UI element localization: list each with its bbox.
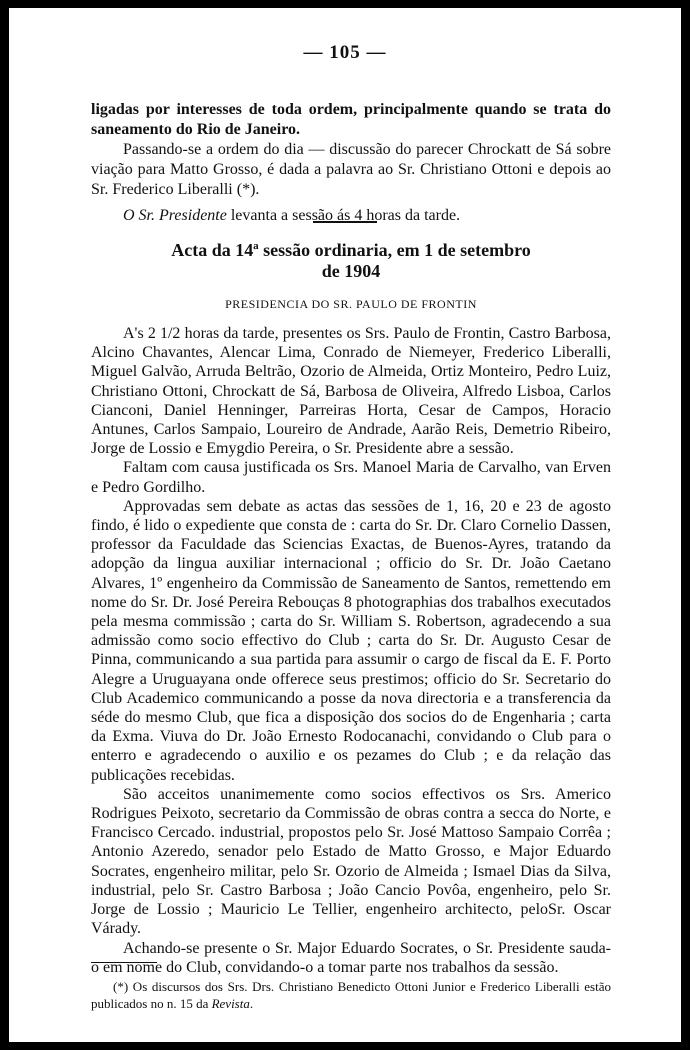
president-label: O Sr. Presidente (123, 207, 227, 224)
footnote (91, 978, 611, 1012)
footnote-text (91, 978, 611, 1012)
heading-line-2: de 1904 (321, 261, 381, 281)
top-text (91, 100, 611, 226)
footnote-divider (91, 962, 157, 963)
section-heading (91, 240, 611, 282)
paragraph-new-members: São acceitos unanimemente como socios effectivos os Srs. Americo Rodrigues Peixoto, secretario da Commissão de obras contra a secca do Norte, e Francisco Cercado. industrial, propostos pelo Sr. José Mattoso Sampaio Corrêa ; Antonio Azeredo, senador pelo Estado de Matto Grosso, e Major Eduardo Socrates, engenheiro militar, pelo Sr. Ozorio de Almeida ; Ismael Dias da Silva, industrial, pelo Sr. Castro Barbosa ; João Cancio Povôa, engenheiro, pelo Sr. Jorge de Lossio ; Mauricio Le Tellier, engenheiro architecto, peloSr. Oscar Várady. (91, 785, 611, 938)
section-divider (313, 221, 377, 223)
page-number: — 105 — (303, 42, 387, 63)
minutes-body (91, 324, 611, 977)
paragraph-absences: Faltam com causa justificada os Srs. Manoel Maria de Carvalho, van Erven e Pedro Gordilho. (91, 459, 611, 496)
paragraph-continued: ligadas por interesses de toda ordem, principalmente quando se trata do saneamento do Rio de Janeiro. (91, 101, 611, 138)
footnote-end: . (249, 996, 254, 1011)
heading-line-1: Acta da 14ª sessão ordinaria, em 1 de setembro (171, 240, 531, 260)
paragraph-closing (91, 206, 611, 226)
paragraph-correspondence: Approvadas sem debate as actas das sessões de 1, 16, 20 e 23 de agosto findo, é lido o expediente que consta de : carta do Sr. Dr. Claro Cornelio Dassen, professor da Faculdade das Sciencias Exactas, de Buenos-Ayres, tratando da adopção da lingua auxiliar internacional ; officio do Sr. Dr. João Caetano Alvares, 1º engenheiro da Commissão de Saneamento de Santos, remettendo em nome do Sr. Dr. José Pereira Rebouças 8 photographias dos trabalhos executados pela mesma commissão ; carta do Sr. William S. Robertson, agradecendo a sua admissão como socio effectivo do Club ; carta do Sr. Dr. Augusto Cesar de Pinna, communicando a sua partida para assumir o cargo de fiscal da E. F. Porto Alegre a Uruguayana onde offerece seus prestimos; officio do Sr. Secretario do Club Academico communicando a posse da nova directoria e a transferencia da séde do mesmo Club, que fica a disposição dos socios do de Engenharia ; carta da Exma. Viuva do Dr. João Ernesto Rodocanachi, convidando o Club para o enterro e agradecendo o auxilio e os pezames do Club ; e da relação das publicações recebidas. (91, 497, 611, 784)
paragraph-attendance: A's 2 1/2 horas da tarde, presentes os Srs. Paulo de Frontin, Castro Barbosa, Alcino Chavantes, Alencar Lima, Conrado de Niemeyer, Frederico Liberalli, Miguel Galvão, Arruda Beltrão, Ozorio de Almeida, Ortiz Monteiro, Pedro Luiz, Christiano Ottoni, Chrockatt de Sá, Barbosa de Oliveira, Alfredo Lisboa, Carlos Cianconi, Daniel Henninger, Parreiras Horta, Cesar de Campos, Horacio Antunes, Carlos Sampaio, Loureiro de Andrade, Aarão Reis, Demetrio Ribeiro, Jorge de Lossio e Emygdio Pereira, o Sr. Presidente abre a sessão. (91, 325, 611, 458)
paragraph-order-of-day: Passando-se a ordem do dia — discussão do parecer Chrockatt de Sá sobre viação para Matto Grosso, é dada a palavra ao Sr. Christiano Ottoni e depois ao Sr. Frederico Liberalli (*). (91, 141, 611, 198)
document-page (9, 8, 681, 1042)
footnote-body: (*) Os discursos dos Srs. Drs. Christiano Benedicto Ottoni Junior e Frederico Liberalli estão publicados no n. 15 da (91, 979, 611, 1011)
footnote-journal: Revista (211, 996, 250, 1011)
closing-rest: levanta a sessão ás 4 horas da tarde. (226, 207, 461, 224)
presidency-line: PRESIDENCIA DO SR. PAULO DE FRONTIN (225, 297, 477, 311)
paragraph-greeting: Achando-se presente o Sr. Major Eduardo Socrates, o Sr. Presidente sauda-o em nome do Club, convidando-o a tomar parte nos trabalhos da sessão. (91, 939, 611, 976)
